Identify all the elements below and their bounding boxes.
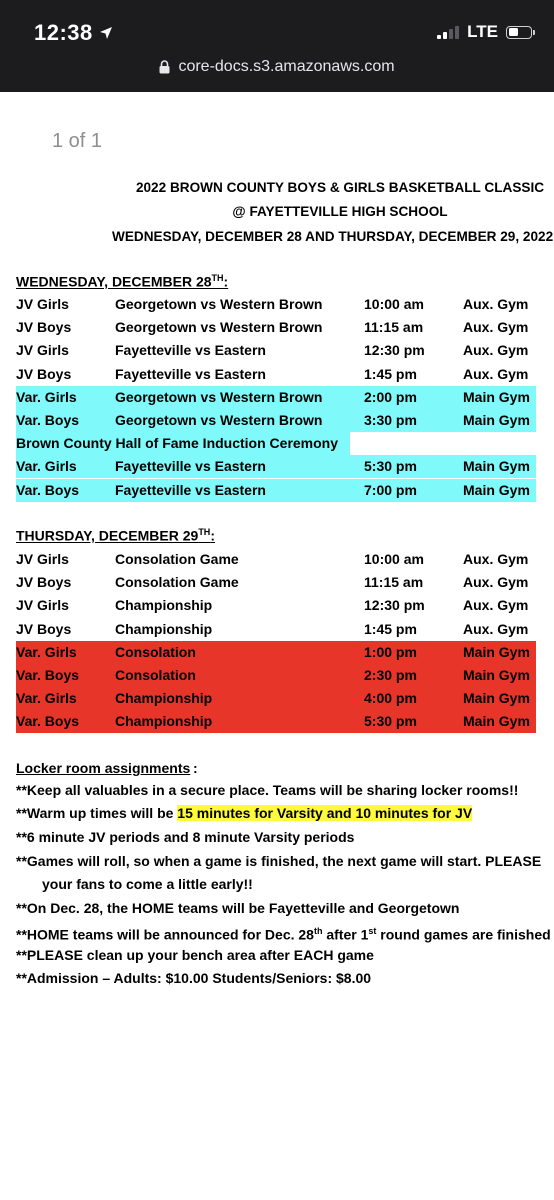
thursday-heading: THURSDAY, DECEMBER 29TH: xyxy=(16,527,215,544)
row-team: Var. Girls xyxy=(16,643,77,660)
row-game: Championship xyxy=(115,713,213,730)
row-game: Georgetown vs Western Brown xyxy=(115,388,323,405)
schedule-row xyxy=(16,664,536,687)
schedule-row xyxy=(16,710,536,733)
row-location: Main Gym xyxy=(463,481,530,498)
page-counter: 1 of 1 xyxy=(52,130,103,152)
row-team: Brown County Hall of Fame Induction Ceremony xyxy=(16,435,339,452)
schedule-row xyxy=(16,571,536,594)
row-team: Var. Boys xyxy=(16,713,80,730)
row-game: Championship xyxy=(115,597,213,614)
schedule-row xyxy=(16,687,536,710)
row-time: 12:30 pm xyxy=(364,342,425,359)
row-location: Main Gym xyxy=(463,412,530,428)
row-time: 1:45 pm xyxy=(364,365,417,382)
schedule-row xyxy=(16,409,536,432)
note-admission: **Admission – Adults: $10.00 Students/Seniors: $8.00 xyxy=(16,970,372,986)
row-game: Fayetteville vs Eastern xyxy=(115,481,266,498)
browser-chrome xyxy=(0,0,554,92)
location-arrow-icon xyxy=(99,26,113,40)
locker-room-colon: : xyxy=(193,760,198,776)
row-game: Fayetteville vs Eastern xyxy=(115,342,266,359)
document-title-line-2: @ FAYETTEVILLE HIGH SCHOOL xyxy=(232,204,448,219)
row-location: Aux. Gym xyxy=(463,551,529,567)
row-time: 12:30 pm xyxy=(364,597,425,614)
document-title-line-1: 2022 BROWN COUNTY BOYS & GIRLS BASKETBALL CLASSIC xyxy=(135,180,545,195)
schedule-row xyxy=(16,432,350,455)
note-home-dec28: **On Dec. 28, the HOME teams will be Fayetteville and Georgetown xyxy=(16,900,460,916)
row-team: Var. Boys xyxy=(16,481,80,498)
row-time: 10:00 am xyxy=(364,551,424,567)
signal-strength-icon xyxy=(437,25,459,39)
row-team: JV Girls xyxy=(16,551,69,567)
row-game: Georgetown vs Western Brown xyxy=(115,412,323,428)
row-time: 1:00 pm xyxy=(364,643,417,660)
row-team: JV Boys xyxy=(16,620,72,637)
row-game: Consolation xyxy=(115,643,196,660)
row-time: 1:45 pm xyxy=(364,620,417,637)
row-team: JV Boys xyxy=(16,574,72,591)
row-game: Fayetteville vs Eastern xyxy=(115,458,266,475)
note-home-announce: **HOME teams will be announced for Dec. 28th after 1st round games are finished xyxy=(16,926,551,943)
row-game: Consolation Game xyxy=(115,551,239,567)
row-time: 2:30 pm xyxy=(364,667,417,683)
row-location: Aux. Gym xyxy=(463,342,529,359)
row-team: Var. Girls xyxy=(16,388,77,405)
row-time: 2:00 pm xyxy=(364,388,417,405)
row-location: Main Gym xyxy=(463,690,530,707)
row-location: Aux. Gym xyxy=(463,620,529,637)
row-location: Main Gym xyxy=(463,713,530,730)
schedule-row xyxy=(16,594,536,617)
row-location: Main Gym xyxy=(463,458,530,475)
row-location: Main Gym xyxy=(463,388,530,405)
row-time: 11:15 am xyxy=(364,319,424,336)
row-location: Aux. Gym xyxy=(463,296,529,312)
row-team: JV Girls xyxy=(16,296,69,312)
row-game: Championship xyxy=(115,690,213,707)
battery-icon xyxy=(506,26,532,39)
status-indicators xyxy=(437,22,532,42)
row-location: Aux. Gym xyxy=(463,319,529,336)
row-game: Georgetown vs Western Brown xyxy=(115,319,323,336)
row-location: Aux. Gym xyxy=(463,597,529,614)
schedule-row xyxy=(16,363,536,386)
note-warmup: **Warm up times will be 15 minutes for Varsity and 10 minutes for JV xyxy=(16,805,473,821)
note-games-roll-cont: your fans to come a little early!! xyxy=(42,876,253,892)
schedule-row xyxy=(16,618,536,641)
schedule-row xyxy=(16,386,536,409)
schedule-row xyxy=(16,548,536,571)
row-location: Aux. Gym xyxy=(463,574,529,591)
row-game: Georgetown vs Western Brown xyxy=(115,296,323,312)
row-team: Var. Girls xyxy=(16,690,77,707)
schedule-row xyxy=(16,339,536,362)
status-bar-time xyxy=(34,20,113,46)
row-team: Var. Girls xyxy=(16,458,77,475)
schedule-row xyxy=(16,316,536,339)
row-time: 11:15 am xyxy=(364,574,424,591)
row-time: 10:00 am xyxy=(364,296,424,312)
url-text: core-docs.s3.amazonaws.com xyxy=(178,58,395,75)
schedule-row xyxy=(16,455,536,478)
note-periods: **6 minute JV periods and 8 minute Varsity periods xyxy=(16,829,355,845)
row-team: JV Girls xyxy=(16,597,69,614)
schedule-row xyxy=(16,293,536,316)
schedule-row xyxy=(16,479,536,502)
locker-room-heading: Locker room assignments xyxy=(16,760,191,776)
row-team: JV Boys xyxy=(16,319,72,336)
row-team: JV Girls xyxy=(16,342,69,359)
note-valuables: **Keep all valuables in a secure place. Teams will be sharing locker rooms!! xyxy=(16,782,519,798)
row-location: Main Gym xyxy=(463,643,530,660)
note-clean-bench: **PLEASE clean up your bench area after EACH game xyxy=(16,947,374,963)
note-games-roll: **Games will roll, so when a game is finished, the next game will start. PLEASE xyxy=(16,853,542,869)
row-team: JV Boys xyxy=(16,365,72,382)
row-game: Fayetteville vs Eastern xyxy=(115,365,266,382)
row-game: Consolation Game xyxy=(115,574,239,591)
clock: 12:38 xyxy=(34,20,93,45)
row-team: Var. Boys xyxy=(16,667,80,683)
row-time: 3:30 pm xyxy=(364,412,417,428)
row-time: 5:30 pm xyxy=(364,458,417,475)
wednesday-heading: WEDNESDAY, DECEMBER 28TH: xyxy=(16,273,229,290)
address-bar[interactable] xyxy=(0,58,554,76)
row-time: 5:30 pm xyxy=(364,713,417,730)
lock-icon xyxy=(159,60,170,74)
row-game: Consolation xyxy=(115,667,196,683)
row-time: 4:00 pm xyxy=(364,690,417,707)
row-game: Championship xyxy=(115,620,213,637)
document-viewer[interactable] xyxy=(0,92,554,1200)
schedule-row xyxy=(16,641,536,664)
warmup-highlight: 15 minutes for Varsity and 10 minutes for JV xyxy=(177,805,473,821)
row-time: 7:00 pm xyxy=(364,481,417,498)
network-type: LTE xyxy=(467,22,498,41)
row-location: Main Gym xyxy=(463,667,530,683)
row-location: Aux. Gym xyxy=(463,365,529,382)
row-team: Var. Boys xyxy=(16,412,80,428)
document-title-line-3: WEDNESDAY, DECEMBER 28 AND THURSDAY, DECEMBER 29, 2022 xyxy=(112,229,554,244)
